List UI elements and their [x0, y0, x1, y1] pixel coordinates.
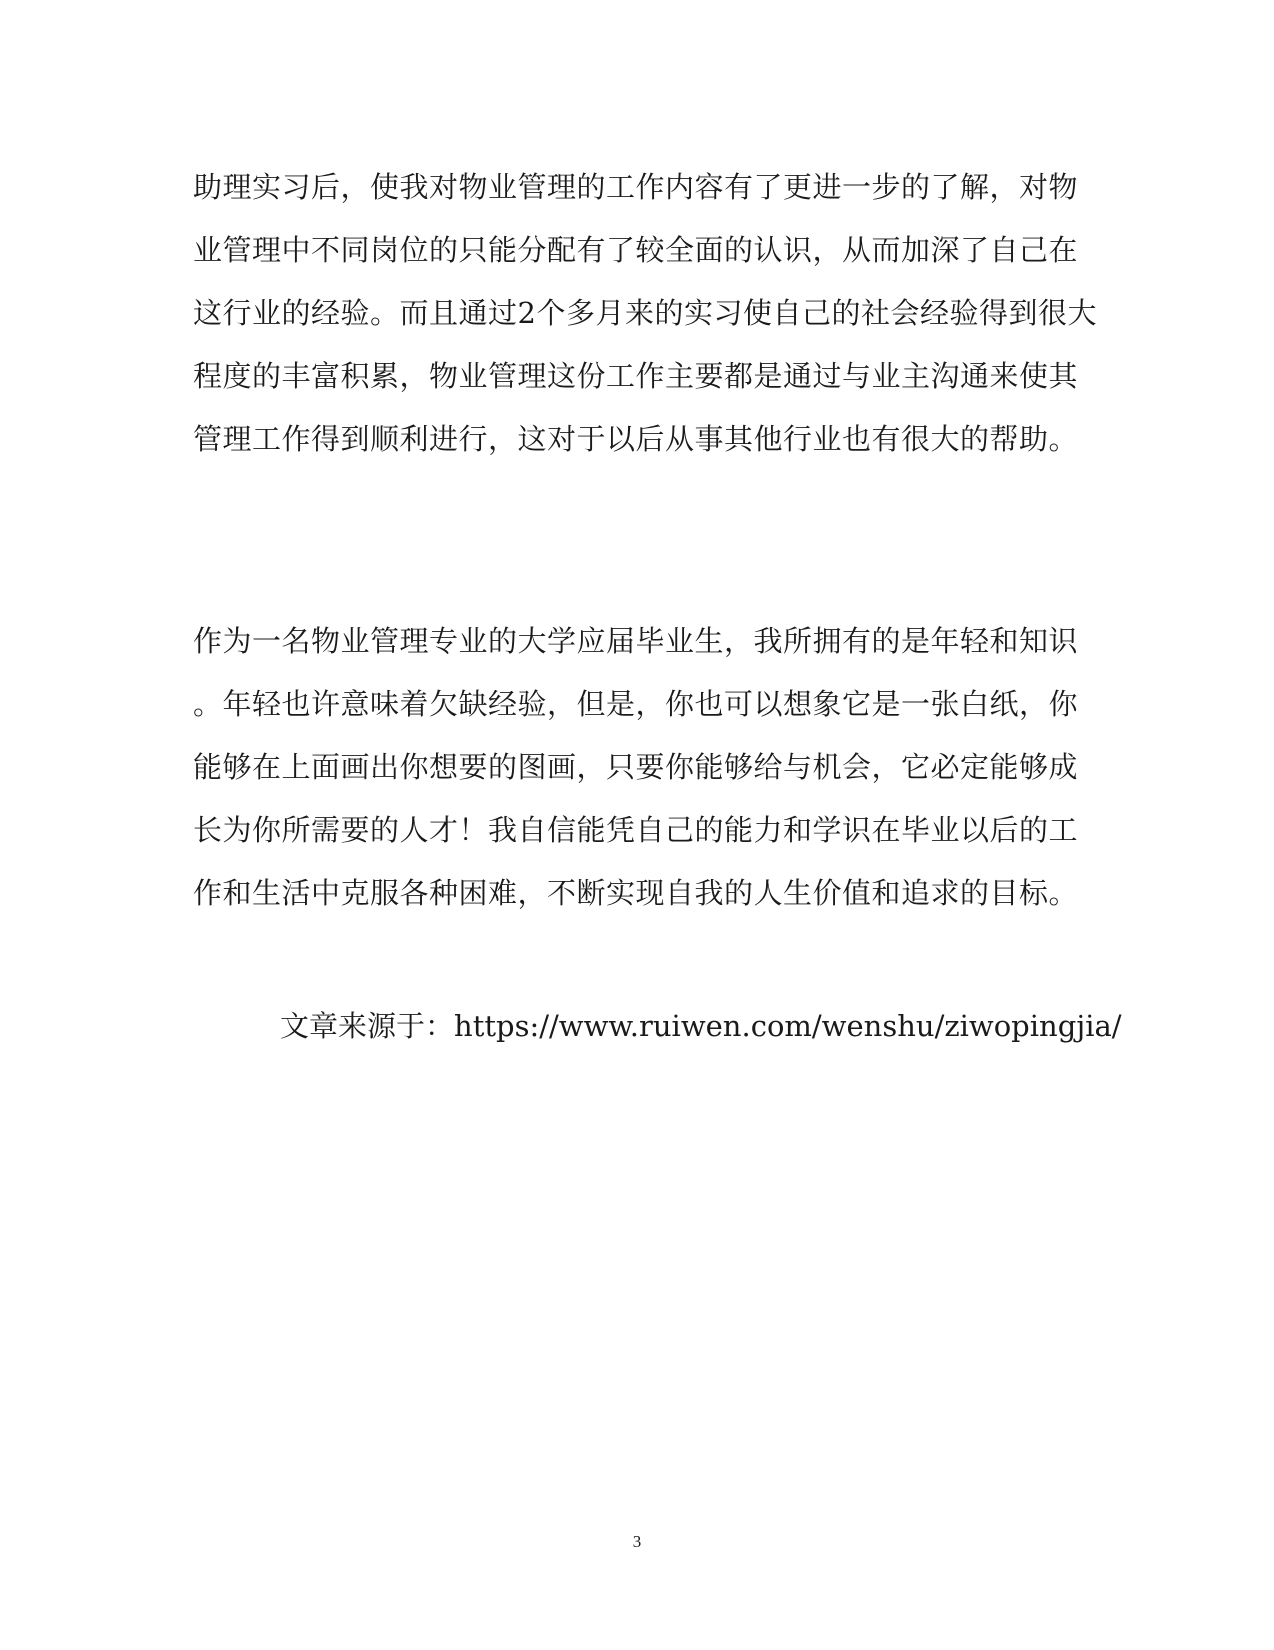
paragraph-line: 。年轻也许意味着欠缺经验，但是，你也可以想象它是一张白纸，你: [193, 687, 1079, 721]
paragraph-line: 长为你所需要的人才！我自信能凭自己的能力和学识在毕业以后的工: [193, 813, 1079, 847]
source-label: 文章来源于：: [280, 1009, 455, 1043]
paragraph-line: 业管理中不同岗位的只能分配有了较全面的认识，从而加深了自己在: [193, 233, 1079, 267]
paragraph-line: 管理工作得到顺利进行，这对于以后从事其他行业也有很大的帮助。: [193, 422, 1079, 456]
paragraph-graduate: [193, 610, 1093, 925]
source-url: https://www.ruiwen.com/wenshu/ziwopingjia/: [454, 1009, 1122, 1043]
source-citation: [280, 1004, 1122, 1048]
page-number: 3: [632, 1532, 642, 1551]
paragraph-line: 程度的丰富积累，物业管理这份工作主要都是通过与业主沟通来使其: [193, 359, 1079, 393]
paragraph-line: 这行业的经验。而且通过2个多月来的实习使自己的社会经验得到很大: [193, 296, 1097, 330]
paragraph-line: 能够在上面画出你想要的图画，只要你能够给与机会，它必定能够成: [193, 750, 1079, 784]
paragraph-line: 助理实习后，使我对物业管理的工作内容有了更进一步的了解，对物: [193, 170, 1079, 204]
paragraph-internship: [193, 156, 1097, 471]
paragraph-line: 作和生活中克服各种困难，不断实现自我的人生价值和追求的目标。: [193, 876, 1079, 910]
paragraph-line: 作为一名物业管理专业的大学应届毕业生，我所拥有的是年轻和知识: [193, 624, 1079, 658]
